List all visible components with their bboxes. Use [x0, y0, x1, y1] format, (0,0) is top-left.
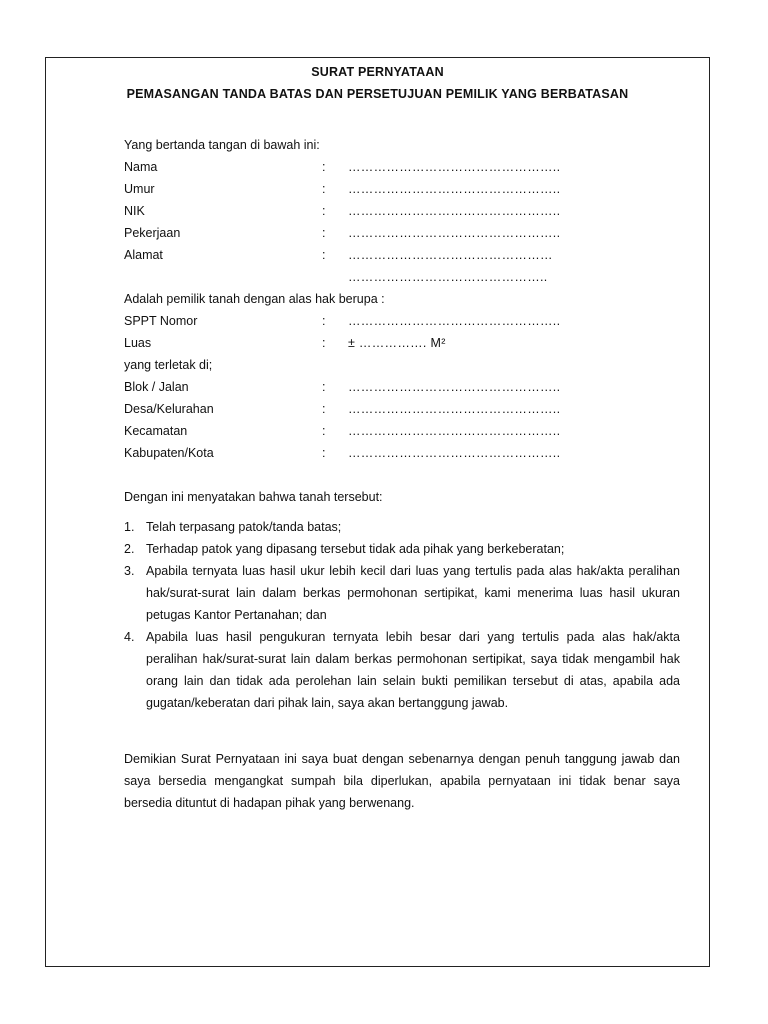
field-pekerjaan: [124, 222, 679, 244]
list-number: 2.: [124, 542, 135, 556]
form-section: [124, 134, 679, 464]
field-colon: :: [322, 314, 326, 328]
list-number: 4.: [124, 630, 135, 644]
field-blank: ± ……………. M²: [348, 336, 446, 350]
field-colon: :: [322, 182, 326, 196]
field-colon: :: [322, 336, 326, 350]
field-kabupaten-kota: [124, 442, 679, 464]
list-text: Terhadap patok yang dipasang tersebut tidak ada pihak yang berkeberatan;: [146, 542, 565, 556]
document-page: [45, 57, 710, 967]
field-blank: …………………………………………..: [348, 314, 561, 328]
field-colon: :: [322, 226, 326, 240]
field-luas: [124, 332, 679, 354]
field-label: Alamat: [124, 248, 163, 262]
field-blank: …………………………………………..: [348, 160, 561, 174]
field-blank: …………………………………………..: [348, 424, 561, 438]
field-desa-kelurahan: [124, 398, 679, 420]
list-item: [124, 560, 680, 626]
list-number: 1.: [124, 520, 135, 534]
field-blank: …………………………………………..: [348, 182, 561, 196]
field-colon: :: [322, 204, 326, 218]
list-item: [124, 538, 680, 560]
field-colon: :: [322, 380, 326, 394]
field-sppt: [124, 310, 679, 332]
closing-paragraph: Demikian Surat Pernyataan ini saya buat dengan sebenarnya dengan penuh tanggung jawab dan saya bersedia mengangkat sumpah bila diperlukan, apabila pernyataan ini tidak benar saya bersedia dituntut di hadapan pihak yang berwenang.: [124, 752, 680, 810]
field-label: Kecamatan: [124, 424, 188, 438]
field-label: SPPT Nomor: [124, 314, 198, 328]
field-label: Luas: [124, 336, 152, 350]
field-label: Desa/Kelurahan: [124, 402, 214, 416]
list-number: 3.: [124, 564, 135, 578]
field-label: Nama: [124, 160, 158, 174]
field-blank: …………………………………………..: [348, 446, 561, 460]
field-blank: …………………………………………..: [348, 402, 561, 416]
location-intro: yang terletak di;: [124, 358, 213, 372]
intro-text: Yang bertanda tangan di bawah ini:: [124, 138, 320, 152]
field-alamat: [124, 244, 679, 266]
list-text: Apabila luas hasil pengukuran ternyata lebih besar dari yang tertulis pada alas hak/akta peralihan hak/surat-surat lain dalam berkas permohonan sertipikat, saya tidak mengambil hak orang lain dan tidak ada perolehan lain selain bukti pemilikan tersebut di atas, apabila ada gugatan/keberatan dari pihak lain, saya akan bertanggung jawab.: [146, 630, 680, 710]
field-blank: …………………………………………..: [348, 380, 561, 394]
list-text: Apabila ternyata luas hasil ukur lebih kecil dari luas yang tertulis pada alas hak/akta peralihan hak/surat-surat lain dalam berkas permohonan sertipikat, kami menerima luas hasil ukuran petugas Kantor Pertanahan; dan: [146, 564, 680, 622]
field-colon: :: [322, 446, 326, 460]
ownership-intro: Adalah pemilik tanah dengan alas hak berupa :: [124, 292, 385, 306]
field-alamat-continuation: [124, 266, 679, 288]
field-nama: [124, 156, 679, 178]
field-colon: :: [322, 248, 326, 262]
field-label: Pekerjaan: [124, 226, 181, 240]
field-blank: …………………………………………: [348, 248, 553, 262]
field-nik: [124, 200, 679, 222]
field-label: NIK: [124, 204, 145, 218]
list-item: [124, 516, 680, 538]
field-blank: ………………………………………..: [348, 270, 548, 284]
field-colon: :: [322, 424, 326, 438]
field-label: Blok / Jalan: [124, 380, 189, 394]
document-title: SURAT PERNYATAAN: [311, 65, 444, 79]
document-subtitle: PEMASANGAN TANDA BATAS DAN PERSETUJUAN PEMILIK YANG BERBATASAN: [126, 87, 629, 101]
list-item: [124, 626, 680, 714]
field-colon: :: [322, 160, 326, 174]
field-label: Umur: [124, 182, 155, 196]
field-blok-jalan: [124, 376, 679, 398]
statement-list: [124, 516, 680, 714]
field-blank: …………………………………………..: [348, 226, 561, 240]
field-kecamatan: [124, 420, 679, 442]
field-label: Kabupaten/Kota: [124, 446, 214, 460]
list-text: Telah terpasang patok/tanda batas;: [146, 520, 342, 534]
field-blank: …………………………………………..: [348, 204, 561, 218]
field-umur: [124, 178, 679, 200]
statement-intro: Dengan ini menyatakan bahwa tanah tersebut:: [124, 490, 383, 504]
field-colon: :: [322, 402, 326, 416]
